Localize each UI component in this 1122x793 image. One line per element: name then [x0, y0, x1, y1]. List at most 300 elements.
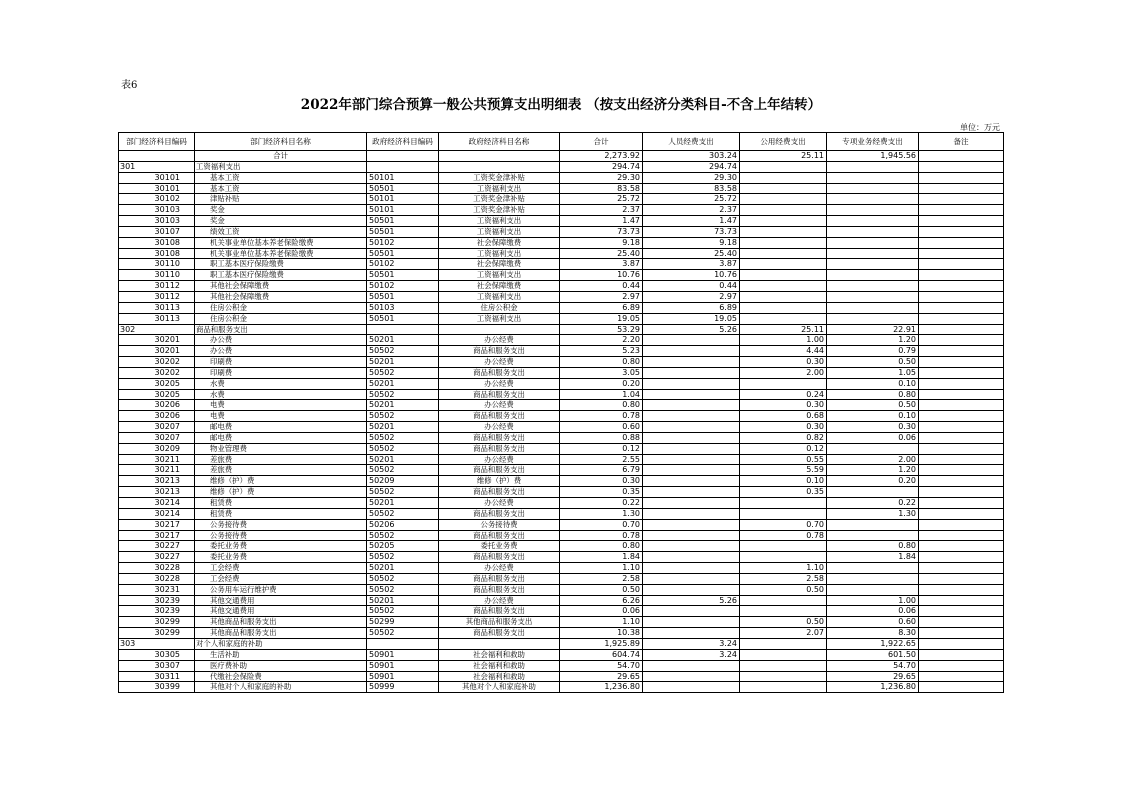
row-gov-code: 50502	[367, 411, 439, 422]
row-gov-name: 社会保障缴费	[439, 259, 560, 270]
row-total: 0.78	[560, 530, 643, 541]
row-gov-name: 商品和服务支出	[439, 584, 560, 595]
table-row	[119, 183, 1004, 194]
row-special: 0.30	[827, 422, 919, 433]
row-dept-code: 30110	[119, 270, 195, 281]
row-total: 29.30	[560, 172, 643, 183]
row-total: 83.58	[560, 183, 643, 194]
row-dept-name: 工资福利支出	[195, 161, 367, 172]
row-dept-name: 邮电费	[195, 432, 367, 443]
row-dept-code: 30213	[119, 487, 195, 498]
row-note	[919, 205, 1004, 216]
row-dept-code: 30311	[119, 671, 195, 682]
row-dept-name: 印刷费	[195, 367, 367, 378]
row-note	[919, 161, 1004, 172]
row-dept-name: 办公费	[195, 335, 367, 346]
row-gov-name: 工资福利支出	[439, 248, 560, 259]
row-note	[919, 237, 1004, 248]
row-dept-name: 其他交通费用	[195, 595, 367, 606]
row-special: 0.20	[827, 476, 919, 487]
row-total: 2.58	[560, 573, 643, 584]
row-dept-code: 30239	[119, 606, 195, 617]
row-dept-name: 医疗费补助	[195, 660, 367, 671]
row-total: 1.10	[560, 617, 643, 628]
row-dept-name: 职工基本医疗保险缴费	[195, 270, 367, 281]
row-special	[827, 183, 919, 194]
row-gov-code: 50501	[367, 248, 439, 259]
row-note	[919, 541, 1004, 552]
row-dept-name: 其他商品和服务支出	[195, 617, 367, 628]
row-dept-name: 电费	[195, 411, 367, 422]
row-gov-name: 办公经费	[439, 498, 560, 509]
row-personnel	[643, 367, 740, 378]
row-note	[919, 584, 1004, 595]
row-personnel: 9.18	[643, 237, 740, 248]
row-gov-code: 50901	[367, 649, 439, 660]
row-special: 1.30	[827, 508, 919, 519]
row-gov-name: 住房公积金	[439, 302, 560, 313]
row-special	[827, 443, 919, 454]
row-total: 25.72	[560, 194, 643, 205]
header-public: 公用经费支出	[740, 133, 827, 151]
row-special: 0.22	[827, 498, 919, 509]
row-public: 25.11	[740, 324, 827, 335]
row-gov-code: 50502	[367, 346, 439, 357]
row-gov-code: 50502	[367, 389, 439, 400]
row-note	[919, 465, 1004, 476]
row-gov-name: 办公经费	[439, 357, 560, 368]
row-special: 1.20	[827, 335, 919, 346]
row-special	[827, 259, 919, 270]
row-special	[827, 270, 919, 281]
row-special: 1.05	[827, 367, 919, 378]
row-personnel: 25.40	[643, 248, 740, 259]
row-gov-name: 办公经费	[439, 422, 560, 433]
row-gov-code: 50502	[367, 530, 439, 541]
table-row	[119, 335, 1004, 346]
row-special: 1,236.80	[827, 682, 919, 693]
table-row	[119, 422, 1004, 433]
row-total: 2.37	[560, 205, 643, 216]
row-gov-name: 办公经费	[439, 400, 560, 411]
row-note	[919, 226, 1004, 237]
row-public	[740, 552, 827, 563]
row-gov-name: 商品和服务支出	[439, 411, 560, 422]
row-dept-name: 维修（护）费	[195, 487, 367, 498]
row-gov-name: 商品和服务支出	[439, 346, 560, 357]
row-personnel: 5.26	[643, 595, 740, 606]
row-dept-code: 30107	[119, 226, 195, 237]
row-public: 1.00	[740, 335, 827, 346]
row-public	[740, 281, 827, 292]
row-note	[919, 498, 1004, 509]
row-gov-name: 商品和服务支出	[439, 552, 560, 563]
row-personnel	[643, 400, 740, 411]
table-row	[119, 291, 1004, 302]
row-gov-code: 50201	[367, 400, 439, 411]
row-note	[919, 649, 1004, 660]
table-row	[119, 194, 1004, 205]
total-row	[119, 151, 1004, 162]
row-total: 6.89	[560, 302, 643, 313]
row-public: 0.68	[740, 411, 827, 422]
total-label: 合计	[195, 151, 367, 162]
row-gov-code: 50501	[367, 270, 439, 281]
row-note	[919, 313, 1004, 324]
row-special: 0.50	[827, 357, 919, 368]
row-dept-code: 30112	[119, 281, 195, 292]
row-total: 3.05	[560, 367, 643, 378]
row-personnel	[643, 487, 740, 498]
row-dept-name: 电费	[195, 400, 367, 411]
row-special: 0.80	[827, 389, 919, 400]
row-note	[919, 367, 1004, 378]
header-total: 合计	[560, 133, 643, 151]
row-dept-name: 委托业务费	[195, 541, 367, 552]
row-dept-code: 30207	[119, 422, 195, 433]
header-note: 备注	[919, 133, 1004, 151]
row-personnel	[643, 454, 740, 465]
row-dept-name: 其他社会保障缴费	[195, 291, 367, 302]
row-dept-name: 基本工资	[195, 183, 367, 194]
row-special: 8.30	[827, 628, 919, 639]
row-public	[740, 508, 827, 519]
row-personnel: 294.74	[643, 161, 740, 172]
row-dept-name: 公务接待费	[195, 530, 367, 541]
row-gov-code: 50502	[367, 367, 439, 378]
row-dept-code: 30209	[119, 443, 195, 454]
row-note	[919, 563, 1004, 574]
row-gov-code: 50101	[367, 194, 439, 205]
row-personnel: 83.58	[643, 183, 740, 194]
row-personnel: 0.44	[643, 281, 740, 292]
table-row	[119, 508, 1004, 519]
row-dept-name: 其他对个人和家庭的补助	[195, 682, 367, 693]
row-gov-code: 50502	[367, 606, 439, 617]
row-total: 0.88	[560, 432, 643, 443]
row-special	[827, 281, 919, 292]
row-special: 29.65	[827, 671, 919, 682]
row-dept-name: 其他商品和服务支出	[195, 628, 367, 639]
row-personnel	[643, 617, 740, 628]
row-gov-code: 50201	[367, 454, 439, 465]
row-personnel	[643, 335, 740, 346]
row-gov-code	[367, 638, 439, 649]
row-public: 4.44	[740, 346, 827, 357]
row-public	[740, 682, 827, 693]
row-dept-name: 工会经费	[195, 573, 367, 584]
row-special	[827, 226, 919, 237]
header-gov-name: 政府经济科目名称	[439, 133, 560, 151]
row-total: 53.29	[560, 324, 643, 335]
row-total: 0.22	[560, 498, 643, 509]
table-row	[119, 530, 1004, 541]
row-gov-name: 工资奖金津补贴	[439, 172, 560, 183]
row-public	[740, 541, 827, 552]
table-row	[119, 628, 1004, 639]
row-dept-code: 30112	[119, 291, 195, 302]
row-gov-name: 办公经费	[439, 563, 560, 574]
row-dept-code: 30108	[119, 248, 195, 259]
table-row	[119, 357, 1004, 368]
row-total: 1.30	[560, 508, 643, 519]
row-gov-name: 商品和服务支出	[439, 465, 560, 476]
row-gov-code: 50201	[367, 378, 439, 389]
row-special: 54.70	[827, 660, 919, 671]
row-note	[919, 682, 1004, 693]
row-dept-code: 30113	[119, 302, 195, 313]
row-special	[827, 302, 919, 313]
row-dept-name: 物业管理费	[195, 443, 367, 454]
category-row	[119, 324, 1004, 335]
row-gov-code: 50502	[367, 552, 439, 563]
row-total: 0.44	[560, 281, 643, 292]
row-total: 0.06	[560, 606, 643, 617]
row-dept-name: 住房公积金	[195, 302, 367, 313]
row-special	[827, 237, 919, 248]
row-public: 0.24	[740, 389, 827, 400]
row-note	[919, 248, 1004, 259]
row-total: 6.79	[560, 465, 643, 476]
row-dept-code: 30239	[119, 595, 195, 606]
row-special	[827, 313, 919, 324]
row-public	[740, 378, 827, 389]
row-note	[919, 172, 1004, 183]
table-row	[119, 541, 1004, 552]
row-special	[827, 248, 919, 259]
row-personnel	[643, 508, 740, 519]
row-public	[740, 205, 827, 216]
row-public: 0.30	[740, 357, 827, 368]
row-public: 0.12	[740, 443, 827, 454]
row-public: 1.10	[740, 563, 827, 574]
header-personnel: 人员经费支出	[643, 133, 740, 151]
row-public: 0.78	[740, 530, 827, 541]
row-total: 25.40	[560, 248, 643, 259]
row-gov-name: 办公经费	[439, 335, 560, 346]
row-dept-name: 基本工资	[195, 172, 367, 183]
row-gov-name: 商品和服务支出	[439, 508, 560, 519]
row-gov-code: 50502	[367, 573, 439, 584]
table-row	[119, 270, 1004, 281]
row-gov-code: 50299	[367, 617, 439, 628]
table-row	[119, 443, 1004, 454]
row-special: 0.80	[827, 541, 919, 552]
row-note	[919, 487, 1004, 498]
row-personnel: 3.24	[643, 649, 740, 660]
row-special: 0.06	[827, 606, 919, 617]
row-gov-name: 社会福利和救助	[439, 660, 560, 671]
table-row	[119, 313, 1004, 324]
row-gov-code: 50101	[367, 172, 439, 183]
row-total: 29.65	[560, 671, 643, 682]
table-row	[119, 563, 1004, 574]
row-dept-name: 职工基本医疗保险缴费	[195, 259, 367, 270]
row-gov-name: 商品和服务支出	[439, 573, 560, 584]
row-total: 0.70	[560, 519, 643, 530]
table-row	[119, 573, 1004, 584]
row-personnel	[643, 530, 740, 541]
row-note	[919, 194, 1004, 205]
row-public	[740, 302, 827, 313]
row-total: 1,925.89	[560, 638, 643, 649]
row-gov-name: 工资福利支出	[439, 291, 560, 302]
row-gov-name: 其他商品和服务支出	[439, 617, 560, 628]
row-public: 0.55	[740, 454, 827, 465]
row-personnel: 3.87	[643, 259, 740, 270]
row-personnel	[643, 671, 740, 682]
table-row	[119, 519, 1004, 530]
row-special: 2.00	[827, 454, 919, 465]
row-special: 0.06	[827, 432, 919, 443]
row-note	[919, 443, 1004, 454]
row-public	[740, 161, 827, 172]
row-gov-code: 50201	[367, 357, 439, 368]
row-gov-code: 50502	[367, 432, 439, 443]
row-gov-name: 工资福利支出	[439, 226, 560, 237]
row-gov-name: 委托业务费	[439, 541, 560, 552]
row-dept-name: 机关事业单位基本养老保险缴费	[195, 237, 367, 248]
row-total: 0.30	[560, 476, 643, 487]
header-dept-code: 部门经济科目编码	[119, 133, 195, 151]
row-note	[919, 552, 1004, 563]
row-dept-code: 30228	[119, 563, 195, 574]
row-gov-code: 50502	[367, 487, 439, 498]
row-total: 1.84	[560, 552, 643, 563]
row-gov-code: 50201	[367, 498, 439, 509]
row-gov-name	[439, 638, 560, 649]
row-dept-code: 30217	[119, 530, 195, 541]
table-row	[119, 595, 1004, 606]
row-special	[827, 487, 919, 498]
row-gov-code: 50502	[367, 508, 439, 519]
row-special: 1.20	[827, 465, 919, 476]
row-dept-name: 绩效工资	[195, 226, 367, 237]
row-gov-name: 社会福利和救助	[439, 649, 560, 660]
row-dept-name: 生活补助	[195, 649, 367, 660]
row-gov-code: 50502	[367, 465, 439, 476]
row-total: 1,236.80	[560, 682, 643, 693]
table-row	[119, 281, 1004, 292]
row-personnel	[643, 411, 740, 422]
row-total: 0.20	[560, 378, 643, 389]
row-gov-code: 50205	[367, 541, 439, 552]
row-dept-code: 30110	[119, 259, 195, 270]
table-row	[119, 671, 1004, 682]
row-public	[740, 671, 827, 682]
row-personnel	[643, 378, 740, 389]
row-note	[919, 259, 1004, 270]
table-row	[119, 649, 1004, 660]
row-dept-name: 水费	[195, 389, 367, 400]
row-dept-code: 30202	[119, 367, 195, 378]
row-personnel: 19.05	[643, 313, 740, 324]
row-note	[919, 530, 1004, 541]
row-public: 0.30	[740, 400, 827, 411]
row-dept-code: 30228	[119, 573, 195, 584]
row-note	[919, 357, 1004, 368]
row-public: 0.30	[740, 422, 827, 433]
row-dept-name: 工会经费	[195, 563, 367, 574]
row-note	[919, 183, 1004, 194]
row-personnel: 10.76	[643, 270, 740, 281]
row-public	[740, 172, 827, 183]
table-row	[119, 302, 1004, 313]
row-public: 0.70	[740, 519, 827, 530]
row-dept-code: 30214	[119, 498, 195, 509]
row-personnel	[643, 573, 740, 584]
row-dept-name: 对个人和家庭的补助	[195, 638, 367, 649]
table-row	[119, 411, 1004, 422]
row-note	[919, 302, 1004, 313]
row-dept-code: 30299	[119, 617, 195, 628]
row-note	[919, 335, 1004, 346]
row-gov-code: 50501	[367, 183, 439, 194]
row-dept-code: 30211	[119, 465, 195, 476]
row-public: 0.50	[740, 584, 827, 595]
row-dept-code: 30113	[119, 313, 195, 324]
category-row	[119, 161, 1004, 172]
total-sum: 2,273.92	[560, 151, 643, 162]
row-dept-code: 30213	[119, 476, 195, 487]
row-special	[827, 530, 919, 541]
table-row	[119, 432, 1004, 443]
row-gov-code: 50501	[367, 291, 439, 302]
row-total: 1.47	[560, 216, 643, 227]
row-dept-code: 30103	[119, 216, 195, 227]
row-note	[919, 400, 1004, 411]
row-total: 73.73	[560, 226, 643, 237]
row-dept-code: 30305	[119, 649, 195, 660]
row-gov-name: 工资福利支出	[439, 216, 560, 227]
row-gov-name: 商品和服务支出	[439, 487, 560, 498]
total-gov-code-cell	[367, 151, 439, 162]
row-dept-name: 机关事业单位基本养老保险缴费	[195, 248, 367, 259]
row-gov-code: 50999	[367, 682, 439, 693]
row-gov-code	[367, 161, 439, 172]
row-note	[919, 617, 1004, 628]
row-total: 294.74	[560, 161, 643, 172]
total-public: 25.11	[740, 151, 827, 162]
row-dept-name: 印刷费	[195, 357, 367, 368]
row-total: 10.76	[560, 270, 643, 281]
row-gov-name: 其他对个人和家庭补助	[439, 682, 560, 693]
row-special	[827, 584, 919, 595]
page-title: 2022年部门综合预算一般公共预算支出明细表 （按支出经济分类科目-不含上年结转）	[300, 97, 822, 113]
row-total: 0.78	[560, 411, 643, 422]
row-dept-name: 邮电费	[195, 422, 367, 433]
row-gov-name: 工资福利支出	[439, 270, 560, 281]
row-special	[827, 172, 919, 183]
row-note	[919, 595, 1004, 606]
row-personnel: 6.89	[643, 302, 740, 313]
table-row	[119, 226, 1004, 237]
row-total: 2.55	[560, 454, 643, 465]
row-gov-name: 社会保障缴费	[439, 281, 560, 292]
row-gov-name: 工资福利支出	[439, 183, 560, 194]
table-row	[119, 172, 1004, 183]
row-total: 0.12	[560, 443, 643, 454]
row-total: 5.23	[560, 346, 643, 357]
row-note	[919, 476, 1004, 487]
row-gov-code: 50502	[367, 628, 439, 639]
row-note	[919, 573, 1004, 584]
row-dept-code: 30207	[119, 432, 195, 443]
row-personnel	[643, 628, 740, 639]
row-note	[919, 281, 1004, 292]
row-note	[919, 270, 1004, 281]
row-dept-code: 30201	[119, 346, 195, 357]
